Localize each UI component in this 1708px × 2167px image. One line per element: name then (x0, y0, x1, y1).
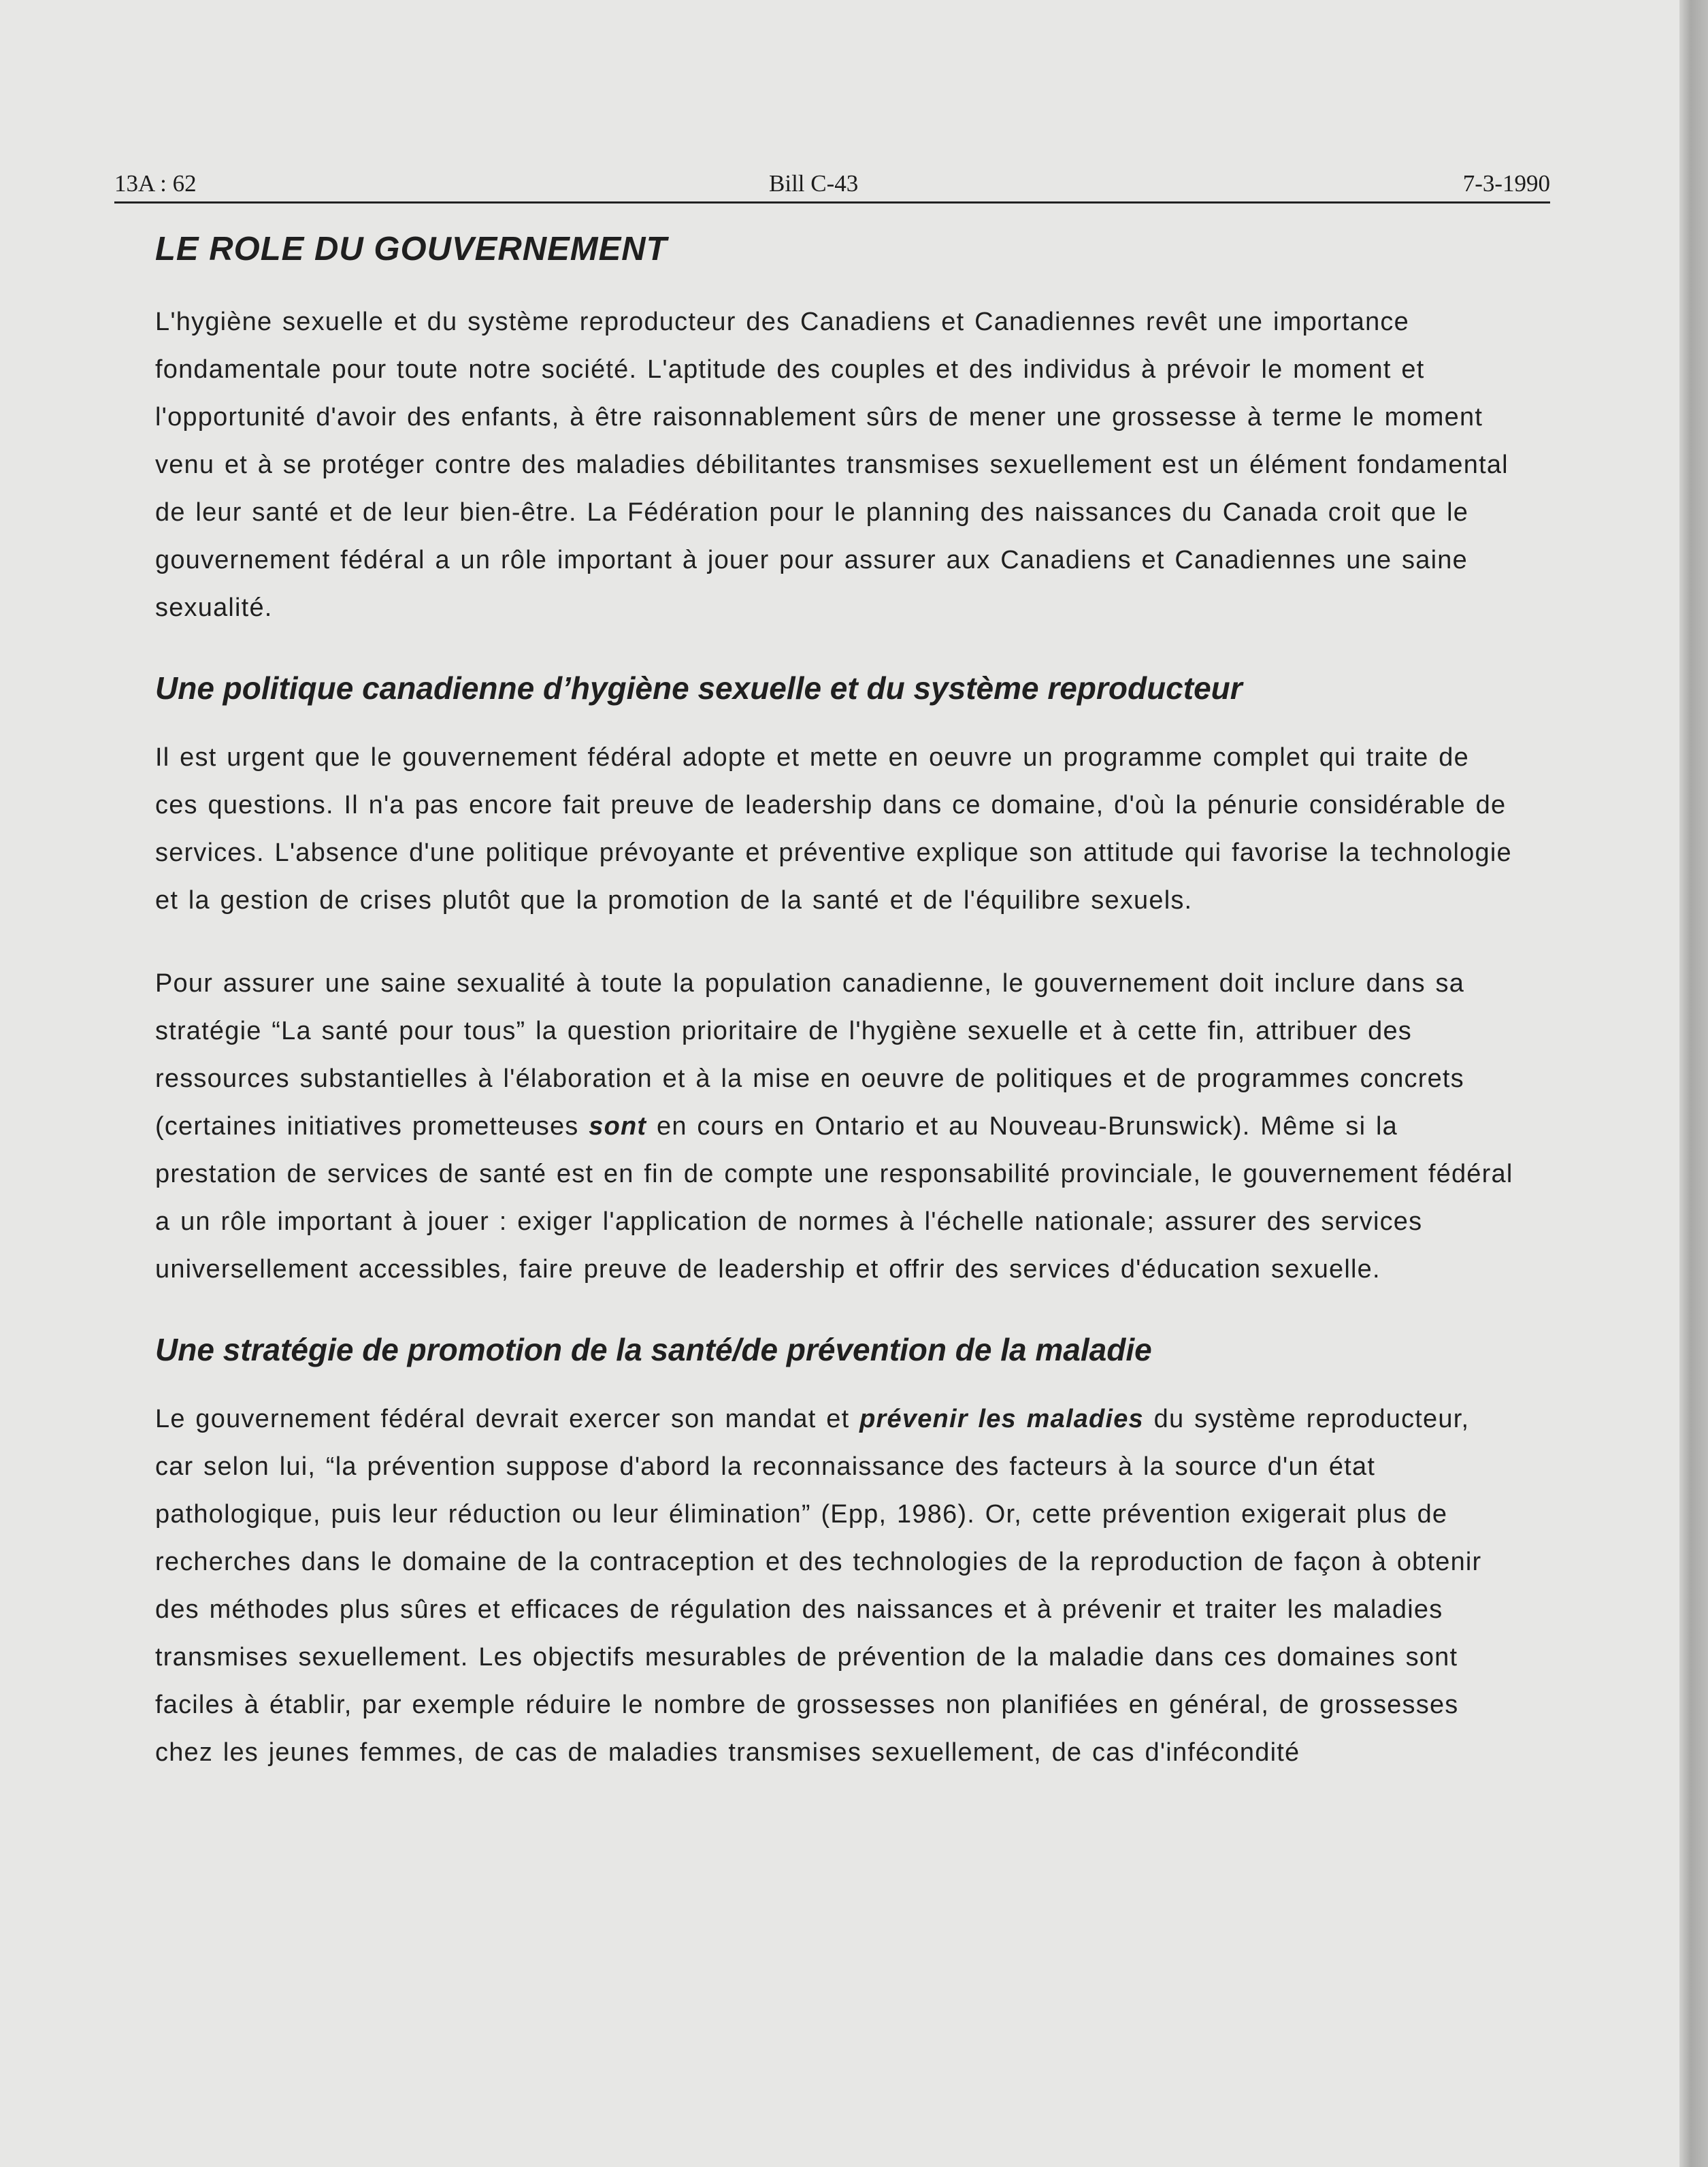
bill-number: Bill C-43 (769, 170, 859, 197)
section-title-policy: Une politique canadienne d’hygiène sexuelle et du système reproducteur (155, 670, 1243, 706)
section-title-role: LE ROLE DU GOUVERNEMENT (155, 231, 668, 267)
paragraph-text: Pour assurer une saine sexualité à toute la population canadienne, le gouvernement doit inclure dans sa stratégie “La santé pour tous” la question prioritaire de l'hygiène sexuelle et à cette fin, attribuer des ressources substantielles à l'élaboration et à la mise en oeuvre de politiques et de programmes concrets (certaines initiatives prometteuses (155, 969, 1465, 1141)
page-header (114, 163, 1550, 203)
paragraph-text: du système reproducteur, car selon lui, “la prévention suppose d'abord la reconnaissance des facteurs à la source d'un état pathologique, puis leur réduction ou leur élimination” (Epp, 1986). Or, cette prévention exigerait plus de recherches dans le domaine de la contraception et des technologies de la reproduction de façon à obtenir des méthodes plus sûres et efficaces de régulation des naissances et à prévenir et traiter les maladies transmises sexuellement. Les objectifs mesurables de prévention de la maladie dans ces domaines sont faciles à établir, par exemple réduire le nombre de grossesses non planifiées en général, de grossesses chez les jeunes femmes, de cas de maladies transmises sexuellement, de cas d'infécondité (155, 1405, 1482, 1767)
paragraph-strategy (155, 1395, 1516, 1776)
paragraph-policy-2 (155, 960, 1516, 1293)
document-body (155, 230, 1516, 1776)
header-date: 7-3-1990 (1462, 170, 1550, 197)
emphasis-text: prévenir les maladies (859, 1405, 1144, 1433)
paragraph-policy-1: Il est urgent que le gouvernement fédéral adopte et mette en oeuvre un programme complet qui traite de ces questions. Il n'a pas encore fait preuve de leadership dans ce domaine, d'où la pénurie considérable de services. L'absence d'une politique prévoyante et préventive explique son attitude qui favorise la technologie et la gestion de crises plutôt que la promotion de la santé et de l'équilibre sexuels. (155, 743, 1512, 915)
emphasis-text: sont (589, 1112, 647, 1141)
paragraph-role: L'hygiène sexuelle et du système reproducteur des Canadiens et Canadiennes revêt une importance fondamentale pour toute notre société. L'aptitude des couples et des individus à prévoir le moment et l'opportunité d'avoir des enfants, à être raisonnablement sûrs de mener une grossesse à terme le moment venu et à se protéger contre des maladies débilitantes transmises sexuellement est un élément fondamental de leur santé et de leur bien-être. La Fédération pour le planning des naissances du Canada croit que le gouvernement fédéral a un rôle important à jouer pour assurer aux Canadiens et Canadiennes une saine sexualité. (155, 308, 1509, 622)
page-reference: 13A : 62 (114, 170, 197, 197)
page-edge-shadow (1679, 0, 1708, 2167)
paragraph-text: Le gouvernement fédéral devrait exercer son mandat et (155, 1405, 860, 1433)
section-title-strategy: Une stratégie de promotion de la santé/de prévention de la maladie (155, 1332, 1152, 1367)
paragraph-text: en cours en Ontario et au Nouveau-Brunswick). Même si la prestation de services de santé est en fin de compte une responsabilité provinciale, le gouvernement fédéral a un rôle important à jouer : exiger l'application de normes à l'échelle nationale; assurer des services universellement accessibles, faire preuve de leadership et offrir des services d'éducation sexuelle. (155, 1112, 1513, 1284)
